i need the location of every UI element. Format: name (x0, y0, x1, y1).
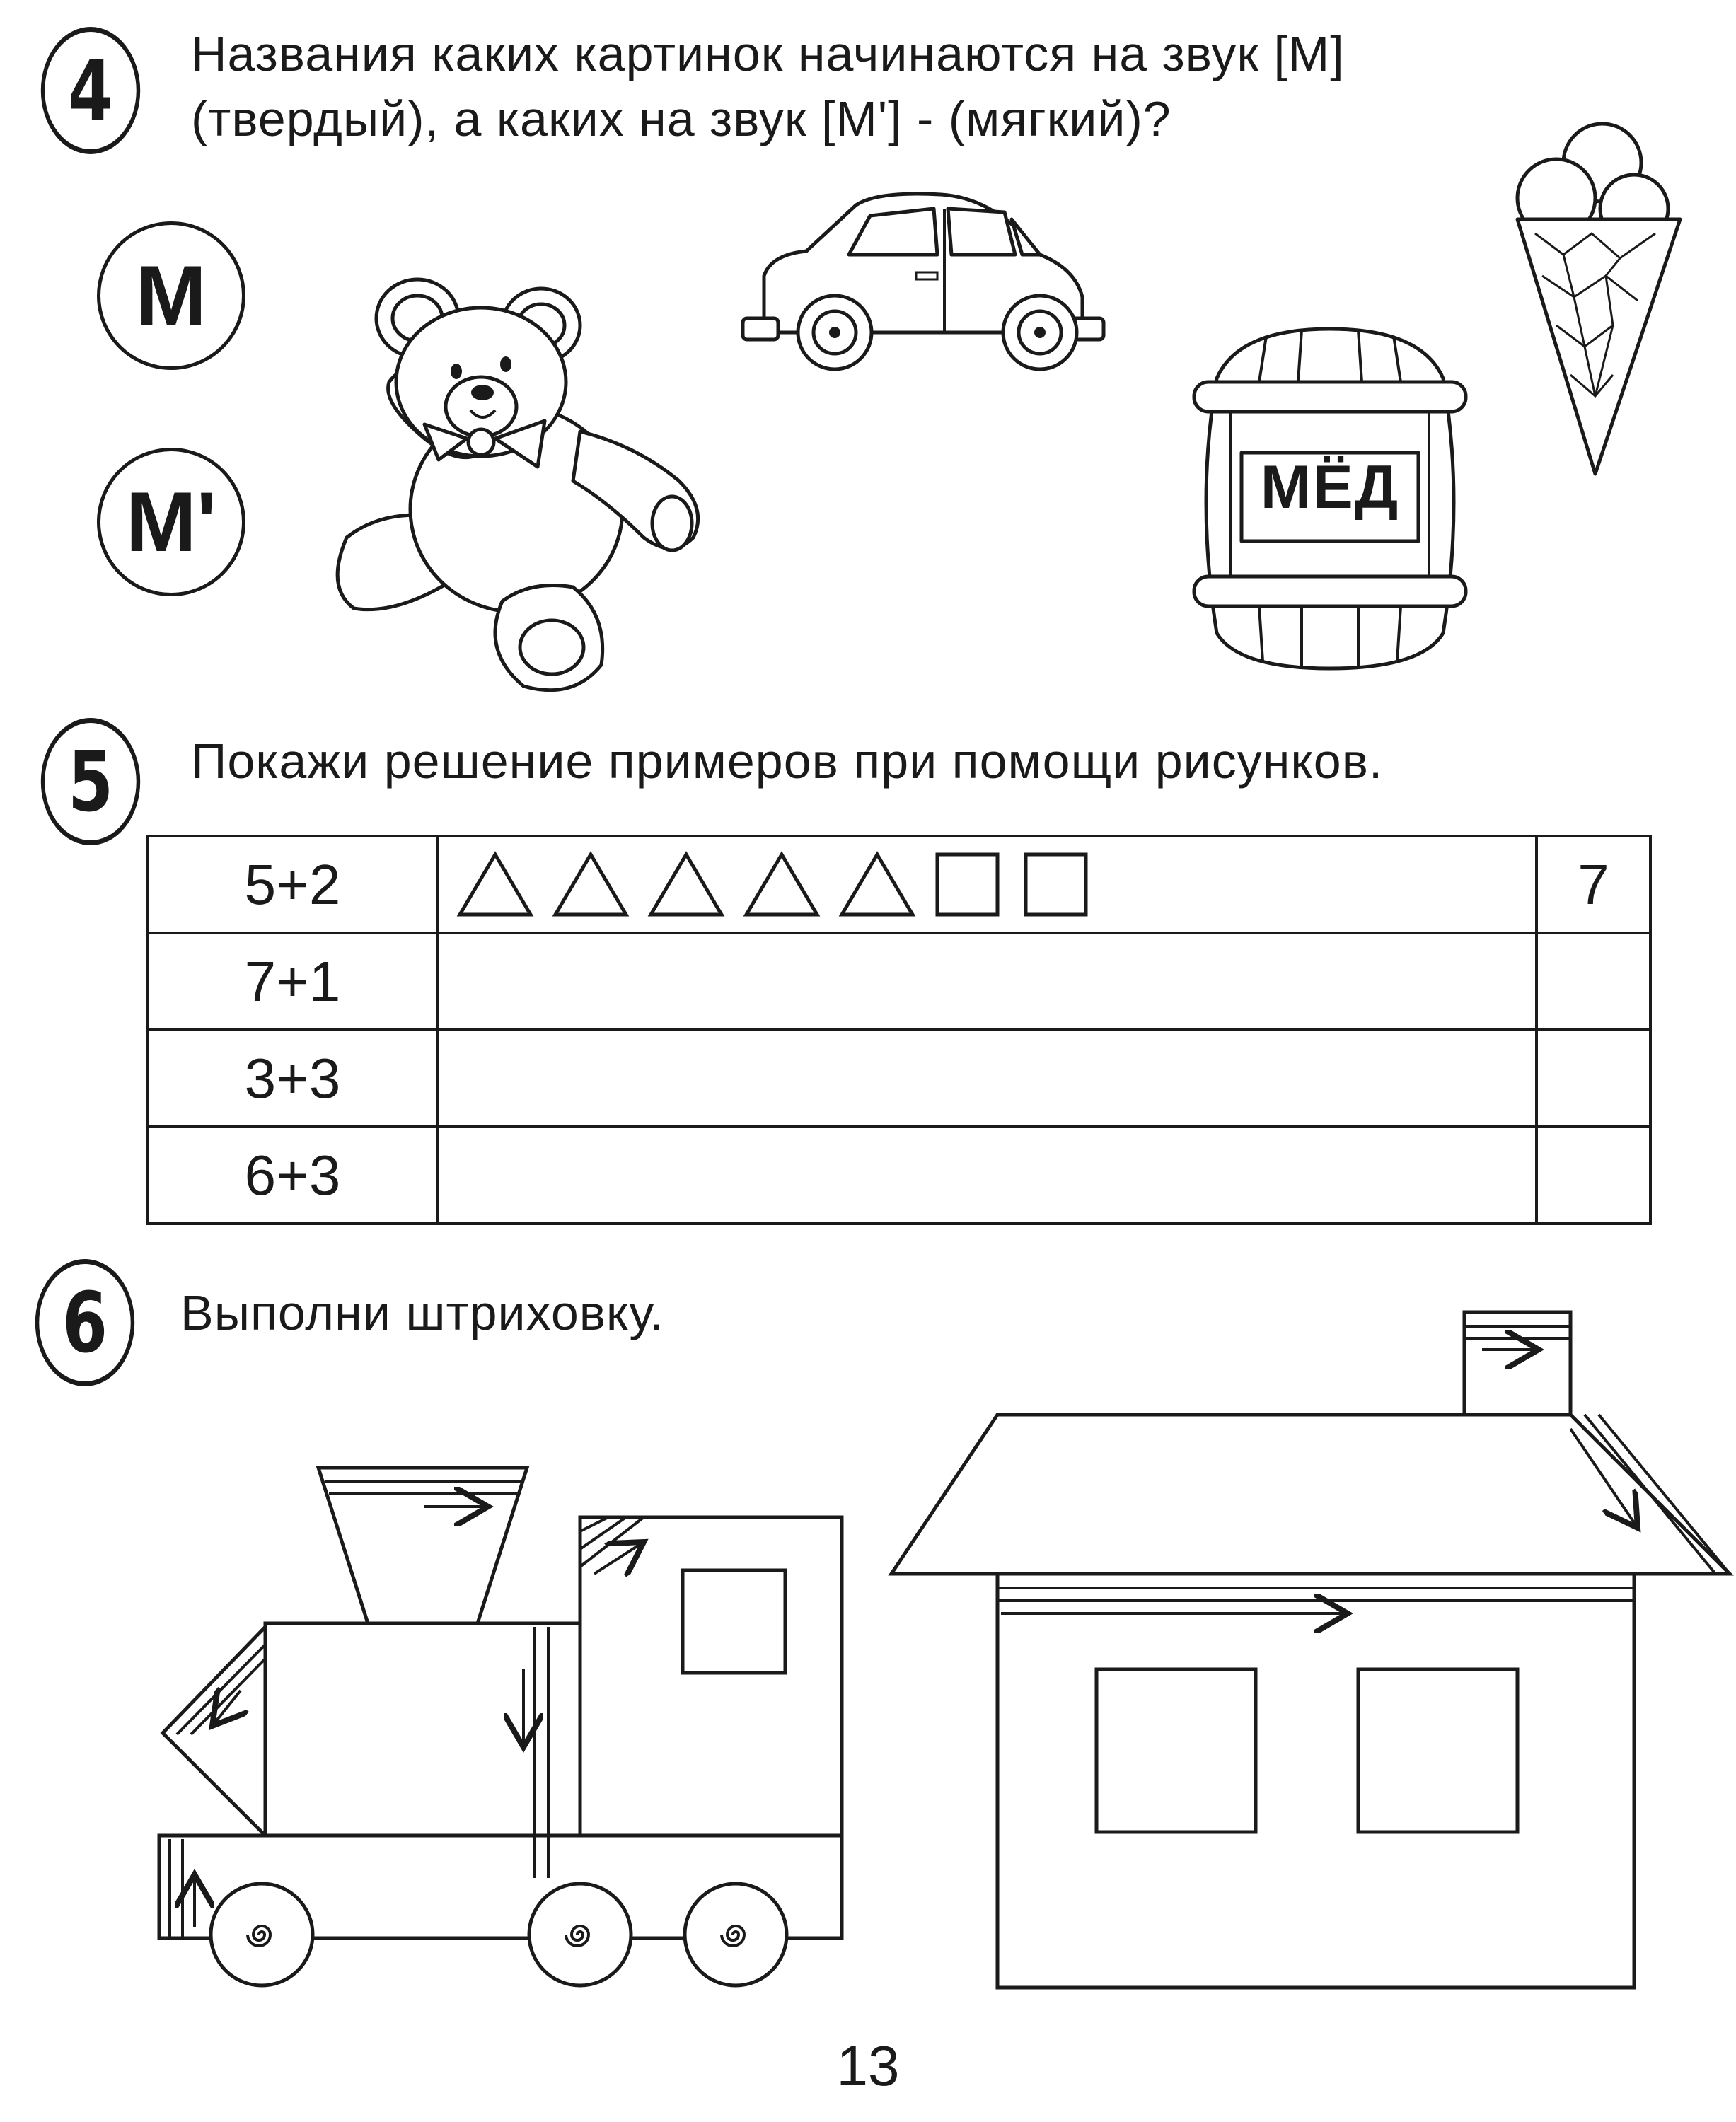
drawing-cell[interactable] (437, 1127, 1537, 1224)
answer-cell[interactable] (1537, 1127, 1650, 1224)
triangle-shape (460, 854, 531, 915)
answer-cell[interactable]: 7 (1537, 836, 1650, 933)
task6-instruction: Выполни штриховку. (180, 1285, 664, 1340)
soft-m-circle[interactable]: М' (97, 448, 245, 596)
page-number: 13 (836, 2034, 900, 2097)
barrel-label: МЁД (1260, 453, 1400, 521)
expression-cell: 6+3 (148, 1127, 437, 1224)
answer-cell[interactable] (1537, 933, 1650, 1030)
task4-question-line1: Названия каких картинок начинаются на звук [М] (191, 26, 1345, 81)
house-picture[interactable] (888, 1301, 1736, 1995)
expression-cell: 5+2 (148, 836, 437, 933)
shapes-drawing (439, 844, 1146, 922)
table-row (148, 933, 1650, 1030)
square-shape (1026, 854, 1086, 915)
drawing-cell[interactable] (437, 1030, 1537, 1127)
car-picture[interactable] (743, 191, 1139, 375)
task-number-4: 4 (41, 27, 140, 154)
triangle-shape (555, 854, 626, 915)
triangle-shape (651, 854, 722, 915)
examples-table (146, 835, 1652, 1225)
hard-m-circle[interactable]: М (97, 221, 245, 370)
task-number-6: 6 (35, 1259, 134, 1386)
locomotive-picture[interactable] (156, 1457, 856, 1981)
expression-cell: 7+1 (148, 933, 437, 1030)
teddy-bear-picture[interactable] (325, 276, 736, 700)
square-shape (937, 854, 997, 915)
task4-question (191, 21, 1345, 151)
drawing-cell[interactable] (437, 836, 1537, 933)
task-number-5: 5 (41, 718, 140, 845)
ice-cream-picture[interactable] (1507, 120, 1691, 488)
wheel (529, 1884, 631, 1985)
table-row (148, 836, 1650, 933)
table-row (148, 1030, 1650, 1127)
expression-cell: 3+3 (148, 1030, 437, 1127)
table-row (148, 1127, 1650, 1224)
answer-cell[interactable] (1537, 1030, 1650, 1127)
wheel (211, 1884, 313, 1985)
task4-question-line2: (твердый), а каких на звук [М'] - (мягкий)? (191, 91, 1171, 146)
triangle-shape (842, 854, 913, 915)
triangle-shape (746, 854, 817, 915)
drawing-cell[interactable] (437, 933, 1537, 1030)
task5-instruction: Покажи решение примеров при помощи рисунков. (191, 734, 1384, 789)
wheel (685, 1884, 787, 1985)
